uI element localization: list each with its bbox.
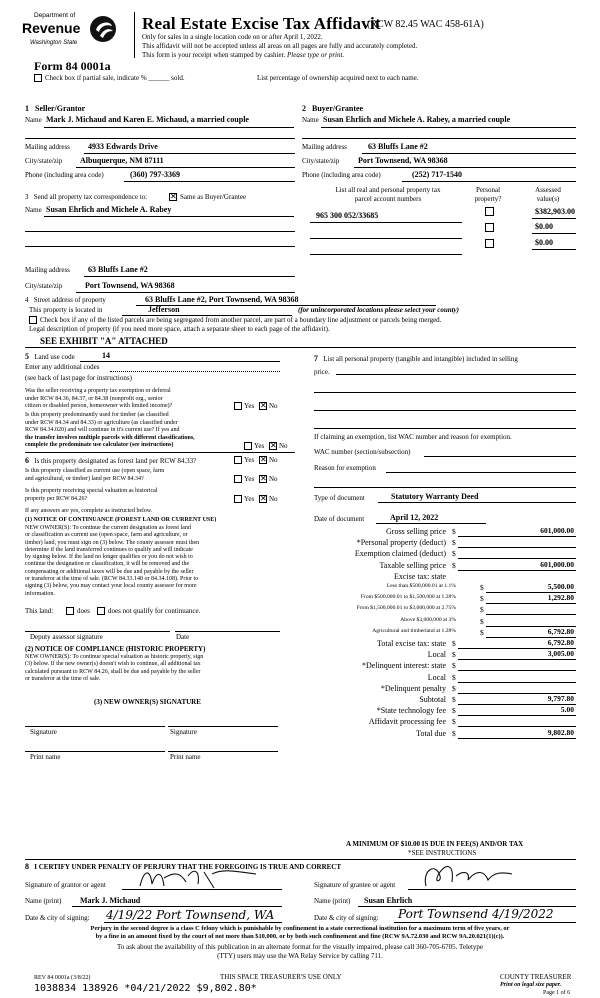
form-title-ref: (RCW 82.45 WAC 458-61A) [367, 19, 484, 30]
buyer-blank-line [302, 138, 576, 139]
segregated-checkbox[interactable] [29, 316, 37, 324]
seller-name[interactable]: Mark J. Michaud and Karen E. Michaud, a married couple [46, 115, 249, 124]
tax-row-label: Less than $500,000.01 at 1.1% [386, 583, 456, 589]
tax-row-line [458, 536, 576, 537]
logo-revenue: Revenue [22, 20, 81, 36]
tax-row-label: Excise tax: state [394, 571, 446, 581]
grantor-name-line [72, 906, 282, 907]
exemption-label: If claiming an exemption, list WAC number and reason for exemption. [314, 433, 512, 441]
grantor-date-line [104, 922, 282, 923]
parcel-row-1-value-line [532, 218, 576, 219]
sig-grantee-label: Signature of grantee or agent [314, 881, 396, 889]
revision: REV 84 0001a (3/8/22) [34, 975, 91, 981]
s3-blank1 [25, 231, 295, 232]
seller-mail[interactable]: 4933 Edwards Drive [88, 142, 158, 151]
notice2-heading: (2) NOTICE OF COMPLIANCE (HISTORIC PROPERTY) [25, 645, 206, 653]
notice1-body: NEW OWNER(S): To continue the current designation as forest land or classification as current use (open space, farm and agriculture, or timber) land, you must sign on (3) below. The county assessor must then determine if the land transferred continues to qualify and will indicate by signing below. If the land no longer qualifies or you do not wish to continue the designation or classification, it will be removed and the compensating or additional taxes will be due and payable by the seller or transferor at the time of sale. (RCW 84.33.140 or 84.34.108). Prior to signing (3) below, you may contact your local county assessor for more information. [25, 525, 200, 597]
tax-row-label: *Delinquent penalty [380, 683, 446, 693]
legal-description-label: Legal description of property (if you need more space, attach a separate sheet to each page of the affidavit). [29, 325, 330, 333]
ada-text: To ask about the availability of this publication in an alternate format for the visually impaired, please call 360-705-6705. Teletype (TTY) users may use the WA Relay Service by calling 711. [116, 943, 484, 960]
s4-located: This property is located in [29, 306, 103, 314]
parcel-row-2-value[interactable]: $0.00 [535, 222, 553, 231]
s6-q3-yes[interactable] [234, 495, 242, 503]
buyer-city[interactable]: Port Townsend, WA 98368 [358, 156, 448, 165]
tax-row-line [458, 659, 576, 660]
tax-row-amount[interactable]: 601,000.00 [540, 526, 574, 535]
parcel-row-2-line [310, 238, 462, 239]
tax-row-dollar: $ [452, 683, 456, 693]
tax-row-dollar: $ [480, 616, 484, 626]
deputy-date-line [175, 631, 280, 632]
owner-print-line-1 [25, 751, 165, 752]
tax-row-amount[interactable]: 6,792.80 [547, 638, 574, 647]
see-instructions: *SEE INSTRUCTIONS [408, 849, 477, 857]
grantor-date-label: Date & city of signing: [25, 914, 90, 922]
s3-mail-label: Mailing address [25, 266, 70, 274]
tax-row-amount[interactable]: 9,802.80 [547, 727, 574, 737]
minimum-due: A MINIMUM OF $10.00 IS DUE IN FEE(S) AND/OR TAX [346, 840, 524, 848]
owner-sig-line-1 [25, 726, 165, 727]
tax-row-line [458, 547, 576, 548]
buyer-city-label: City/state/zip [302, 157, 340, 165]
tax-row-line [486, 614, 576, 615]
tax-row-label: Gross selling price [386, 527, 446, 536]
s3-mail[interactable]: 63 Bluffs Lane #2 [88, 265, 148, 274]
land-does-checkbox[interactable] [66, 607, 74, 615]
s4-label: 4 Street address of property [25, 296, 106, 304]
page-number: Page 1 of 6 [543, 990, 571, 996]
legal-paper: Print on legal size paper. [500, 982, 562, 988]
tax-row-dollar: $ [452, 661, 456, 671]
tax-row-amount[interactable]: 5,500.00 [547, 582, 574, 591]
owner-print-line-2 [168, 751, 278, 752]
tax-row-dollar: $ [480, 583, 484, 592]
tax-row-amount[interactable]: 9,797.80 [547, 694, 574, 703]
s3-name-line [44, 216, 294, 217]
deputy-sig-label: Deputy assessor signature [30, 633, 103, 641]
s3-city[interactable]: Port Townsend, WA 98368 [85, 281, 175, 290]
tax-row-dollar: $ [452, 672, 456, 682]
s5-additional-line [110, 371, 280, 372]
notice2-body: NEW OWNER(S): To continue special valuation as historic property, sign (3) below. If the new owner(s) doesn't wish to continue, all additional tax calculated pursuant to RCW 84.26, shall be due and payable by the seller or transferor at the time of sale. [25, 654, 204, 682]
tax-row-dollar: $ [452, 639, 456, 648]
tax-row-amount[interactable]: 5.00 [560, 705, 574, 715]
parcel-row-3-personal[interactable] [485, 239, 494, 248]
s5-q1-yes[interactable] [234, 402, 242, 410]
s4-county-note: (for unincorporated locations please select your county) [298, 306, 459, 314]
s5-additional: Enter any additional codes [25, 363, 100, 371]
s6-q3-no-label: No [269, 495, 278, 503]
partial-sale-checkbox[interactable] [34, 74, 42, 82]
buyer-phone[interactable]: (252) 717-1540 [412, 170, 462, 179]
s4-county[interactable]: Jefferson [148, 305, 180, 314]
tax-row-line [486, 603, 576, 604]
s6-q3: Is this property receiving special valuation as historical property per RCW 84.26? [25, 488, 158, 502]
doc-date-label: Date of document [314, 515, 365, 523]
tax-row-label: Total due [416, 728, 446, 738]
exhibit-text[interactable]: SEE EXHIBIT "A" ATTACHED [40, 336, 168, 346]
header-divider [134, 12, 135, 58]
s7-line-2 [314, 392, 576, 393]
s5-land-use-line [80, 361, 280, 362]
tax-row-label: Affidavit processing fee [368, 717, 446, 727]
parcel-row-3-value-line [532, 249, 576, 250]
s3-city-line [76, 292, 295, 293]
s5-land-use[interactable]: 14 [102, 351, 110, 360]
wac-line [424, 456, 576, 457]
s6-q2-no-label: No [269, 475, 278, 483]
tax-row-amount[interactable]: 601,000.00 [540, 559, 574, 569]
owner-print-label-1: Print name [30, 753, 61, 761]
s5-q2-no-label: No [279, 442, 288, 450]
seller-heading: 1 Seller/Grantor [25, 104, 86, 113]
buyer-phone-line [402, 181, 576, 182]
treasurer-use: THIS SPACE TREASURER'S USE ONLY [220, 973, 342, 981]
header-line2: This affidavit will not be accepted unless all areas on all pages are fully and accurately completed. [142, 42, 418, 50]
this-land-label: This land: [25, 607, 54, 615]
buyer-city-line [354, 167, 576, 168]
s7-line-1 [336, 374, 576, 375]
parcel-row-1-personal[interactable] [485, 207, 494, 216]
same-as-buyer-label: Same as Buyer/Grantee [180, 193, 247, 201]
land-does-label: does [77, 607, 90, 615]
s6-q2-no[interactable] [259, 475, 267, 483]
doc-type-line [378, 502, 576, 503]
owner-sig-label-1: Signature [30, 728, 57, 736]
seller-city-line [76, 167, 295, 168]
tax-row-dollar: $ [452, 706, 456, 716]
same-as-buyer-checkbox[interactable] [169, 193, 177, 201]
tax-row-dollar: $ [452, 728, 456, 738]
county-treasurer: COUNTY TREASURER [500, 973, 572, 981]
tax-row-label: From $1,500,000.01 to $3,000,000 at 2.75% [356, 605, 456, 612]
doc-date[interactable]: April 12, 2022 [390, 513, 439, 522]
new-owner-heading: (3) NEW OWNER(S) SIGNATURE [94, 698, 201, 706]
tax-row-amount[interactable]: 1,292.80 [547, 593, 574, 603]
tax-row-dollar: $ [452, 549, 456, 559]
tax-row-label: Local [427, 650, 446, 660]
grantee-date-label: Date & city of signing: [314, 914, 379, 922]
parcel-header: List all real and personal property tax parcel account numbers [335, 186, 441, 203]
seller-city-label: City/state/zip [25, 157, 63, 165]
seller-name-label: Name [25, 116, 42, 124]
tax-row-dollar: $ [452, 527, 456, 536]
tax-row-label: Taxable selling price [379, 560, 446, 570]
seller-phone-line [124, 181, 295, 182]
tax-row-label: From $500,000.01 to $1,500,000 at 1.28% [360, 594, 456, 601]
header-line1: Only for sales in a single location code on or after April 1, 2022. [142, 33, 323, 41]
tax-row-dollar: $ [480, 594, 484, 604]
reason-line-1 [386, 472, 576, 473]
s6-q2-yes[interactable] [234, 475, 242, 483]
buyer-name[interactable]: Susan Ehrlich and Michele A. Rabey, a married couple [323, 115, 511, 124]
grantor-name-label: Name (print) [25, 897, 62, 905]
seller-city[interactable]: Albuquerque, NM 87111 [80, 156, 164, 165]
buyer-name-label: Name [302, 116, 319, 124]
parcel-row-3-value[interactable]: $0.00 [535, 238, 553, 247]
tax-row-line [458, 738, 576, 739]
parcel-row-2-value-line [532, 233, 576, 234]
s3-name[interactable]: Susan Ehrlich and Michele A. Rabey [46, 205, 172, 214]
grantor-name[interactable]: Mark J. Michaud [80, 896, 141, 905]
grantee-signature[interactable] [418, 858, 518, 892]
tax-row-label: Exemption claimed (deduct) [354, 549, 446, 559]
s6-q1-yes[interactable] [234, 456, 242, 464]
tax-row-line [458, 570, 576, 571]
tax-row-dollar: $ [452, 695, 456, 704]
grantor-date-city[interactable]: 4/19/22 Port Townsend, WA [106, 908, 275, 922]
s5-q1-no[interactable] [259, 402, 267, 410]
tax-row-amount[interactable]: 6,792.80 [547, 626, 574, 636]
s3-blank2 [25, 246, 295, 247]
assessed-header: Assessed value(s) [535, 186, 561, 203]
form-number: Form 84 0001a [34, 59, 111, 73]
owner-sig-line-2 [168, 726, 278, 727]
tax-row-label: Above $3,000,000 at 3% [400, 616, 456, 623]
s4-bottom [25, 347, 576, 348]
doc-type[interactable]: Statutory Warranty Deed [391, 492, 479, 501]
s5-q1-no-label: No [269, 402, 278, 410]
buyer-mail-line [362, 153, 576, 154]
tax-row-line [458, 670, 576, 671]
tax-row-dollar: $ [452, 560, 456, 570]
tax-row-dollar: $ [480, 627, 484, 637]
sig-grantor-label: Signature of grantor or agent [25, 881, 106, 889]
tax-row-amount[interactable]: 3,005.00 [547, 649, 574, 659]
s6-q3-yes-label: Yes [244, 495, 255, 503]
segregated-label: Check box if any of the listed parcels are being segregated from another parcel, are part of a boundary line adjustment or parcels being merged. [40, 316, 442, 324]
tax-row-label: Subtotal [419, 695, 446, 704]
partial-sale-note: List percentage of ownership acquired next to each name. [257, 74, 419, 82]
s6-q1-no-label: No [269, 456, 278, 464]
revenue-logo [22, 10, 120, 52]
tax-row-label: *State technology fee [376, 706, 446, 716]
tax-row-label: Agricultural and timberland at 1.28% [372, 627, 456, 634]
land-does-not-label: does not qualify for continuance. [108, 607, 201, 615]
buyer-heading: 2 Buyer/Grantee [302, 104, 364, 113]
deputy-sig-line [25, 631, 170, 632]
logo-wa: Washington State [30, 40, 78, 46]
seller-mail-line [84, 153, 295, 154]
s6-q1-yes-label: Yes [244, 456, 255, 464]
buyer-mail-label: Mailing address [302, 143, 347, 151]
parcel-row-2-personal[interactable] [485, 223, 494, 232]
perjury-text: Perjury in the second degree is a class C felony which is punishable by confinement in a state correctional institution for a maximum term of five years, or by a fine in an amount fixed by the court of not more than $10,000, or by both such confinement and fine (RCW 9A.72.030 and RCW 9A.20.021(1)(c)). [90, 925, 510, 940]
deputy-date-label: Date [176, 633, 190, 641]
buyer-name-line [321, 127, 576, 128]
receipt-stamp: 1038834 138926 *04/21/2022 $9,802.80* [34, 983, 257, 994]
s5-q2-yes[interactable] [244, 442, 252, 450]
s3-city-label: City/state/zip [25, 282, 63, 290]
grantee-name[interactable]: Susan Ehrlich [364, 896, 413, 905]
s7-text: 7 List all personal property (tangible and intangible) included in selling price. [314, 354, 518, 376]
seller-mail-label: Mailing address [25, 143, 70, 151]
tax-row-dollar: $ [480, 605, 484, 615]
owner-sig-label-2: Signature [170, 728, 197, 736]
s5-q2-no[interactable] [269, 442, 277, 450]
s5-q2-yes-label: Yes [254, 442, 265, 450]
owner-print-label-2: Print name [170, 753, 201, 761]
land-does-not-checkbox[interactable] [97, 607, 105, 615]
personal-header: Personal property? [474, 186, 502, 203]
partial-sale-label: Check box if partial sale, indicate % ______ sold. [45, 74, 185, 82]
parcel-row-1-value[interactable]: $382,903.00 [535, 207, 575, 216]
form-title: Real Estate Excise Tax Affidavit [142, 14, 381, 33]
tax-row-dollar: $ [452, 538, 456, 548]
s5-bottom [25, 452, 295, 453]
s7-line-3 [314, 410, 576, 411]
reason-line-2 [314, 487, 576, 488]
s6-if-yes: If any answers are yes, complete as instructed below. [25, 508, 153, 514]
doc-date-line [376, 523, 486, 524]
grantor-signature[interactable] [134, 864, 264, 892]
header-line3: This form is your receipt when stamped by cashier. Please type or print. [142, 51, 345, 59]
parcel-row-1-number[interactable]: 965 300 052/33685 [316, 211, 379, 220]
tax-row-dollar: $ [452, 650, 456, 660]
s5-q2: Is this property predominantly used for timber (as classified under RCW 84.34 and 84.33) or agriculture (as classified under RCW 84.34.020) and will continue in it's current use? If yes and the transfer involves multiple parcels with different classifications, complete the predominate use calculator (see instructions) [25, 412, 195, 448]
s5-see-back: (see back of last page for instructions) [25, 374, 132, 382]
certify-text: 8 I CERTIFY UNDER PENALTY OF PERJURY THAT THE FOREGOING IS TRUE AND CORRECT [25, 862, 342, 871]
s6-q2: Is this property classified as current use (open space, farm and agricultural, or timber) land per RCW 84.34? [25, 468, 165, 482]
tax-row-label: *Delinquent interest: state [362, 661, 446, 671]
s7-line-4 [314, 428, 576, 429]
s4-address[interactable]: 63 Bluffs Lane #2, Port Townsend, WA 98368 [145, 295, 299, 304]
logo-dept: Department of [34, 12, 76, 19]
grantee-date-city[interactable]: Port Townsend 4/19/2022 [398, 907, 554, 921]
parcel-row-1-line [310, 222, 462, 223]
s5-q1: Was the seller receiving a property tax exemption or deferral under RCW 84.36, 84.37, or 84.38 (nonprofit org., senior citizen or disabled person, homeowner with limited income)? [25, 388, 173, 409]
buyer-mail[interactable]: 63 Bluffs Lane #2 [368, 142, 428, 151]
tax-row-label: Local [427, 672, 446, 682]
s5-q1-yes-label: Yes [244, 402, 255, 410]
grantee-name-label: Name (print) [314, 897, 351, 905]
parcel-row-3-line [310, 254, 462, 255]
tax-row-label: Total excise tax: state [377, 639, 446, 648]
grantee-date-line [394, 922, 576, 923]
s6-q3-no[interactable] [259, 495, 267, 503]
reason-label: Reason for exemption [314, 464, 376, 472]
s3-mail-line [84, 276, 295, 277]
seller-phone-label: Phone (including area code) [25, 171, 104, 179]
doc-type-label: Type of document [314, 494, 365, 502]
buyer-phone-label: Phone (including area code) [302, 171, 381, 179]
s6-q1-no[interactable] [259, 456, 267, 464]
tax-row-label: *Personal property (deduct) [356, 538, 446, 548]
tax-row-line [458, 715, 576, 716]
s3-name-label: Name [25, 206, 42, 214]
seller-phone[interactable]: (360) 797-3369 [130, 170, 180, 179]
wac-label: WAC number (section/subsection) [314, 448, 411, 456]
notice1-heading: (1) NOTICE OF CONTINUANCE (FOREST LAND OR CURRENT USE) [25, 517, 217, 523]
seller-blank-line [25, 138, 295, 139]
s5-land-use-label: 5 Land use code [25, 352, 75, 361]
logo-swoosh-icon [88, 14, 118, 44]
seller-name-line [44, 127, 294, 128]
tax-row-dollar: $ [452, 717, 456, 727]
s3-text: 3 Send all property tax correspondence to: [25, 193, 148, 201]
s6-q1: 6 Is this property designated as forest land per RCW 84.33? [25, 456, 197, 465]
s6-q2-yes-label: Yes [244, 475, 255, 483]
tax-row-line [458, 682, 576, 683]
